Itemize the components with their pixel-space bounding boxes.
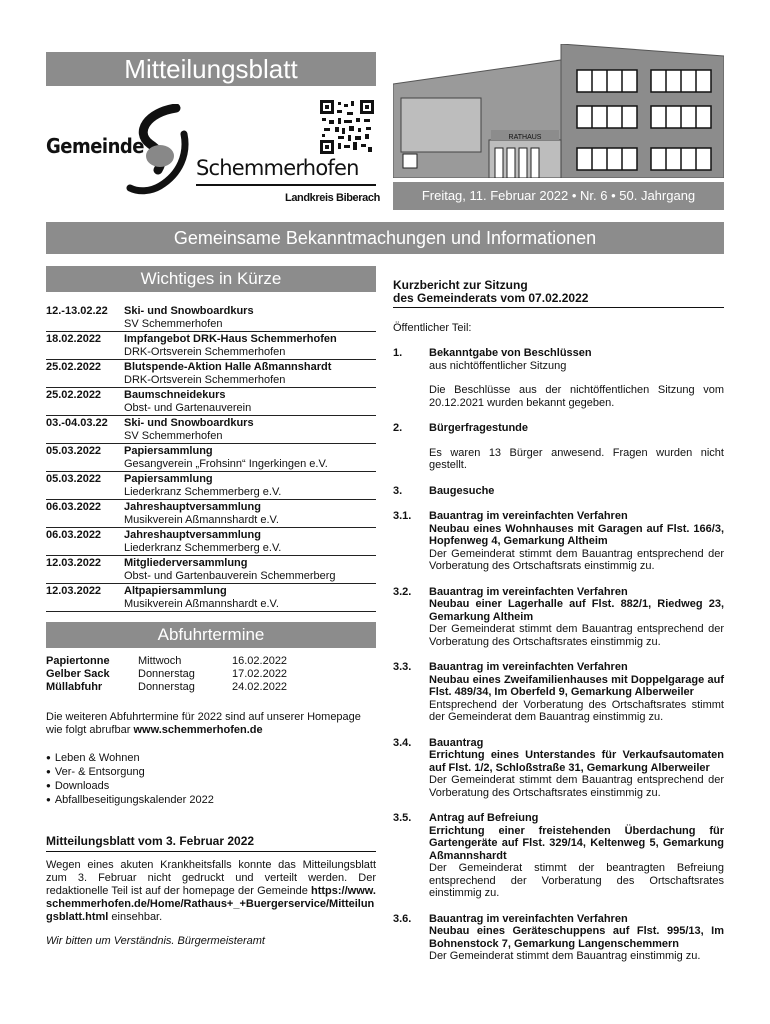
issue-info: Freitag, 11. Februar 2022 • Nr. 6 • 50. Jahrgang: [393, 182, 724, 210]
item-text: Der Gemeinderat stimmt dem Bauantrag einstimmig zu.: [429, 950, 701, 962]
item-heading: Baugesuche: [429, 484, 495, 497]
homepage-link-item[interactable]: ● Downloads: [46, 779, 376, 793]
event-organizer: Musikverein Aßmannshardt e.V.: [124, 598, 279, 610]
abfuhr-date: 17.02.2022: [232, 668, 288, 680]
masthead-title: Mitteilungsblatt: [46, 52, 376, 86]
event-date: 25.02.2022: [46, 361, 102, 373]
homepage-link-item[interactable]: ● Leben & Wohnen: [46, 751, 376, 765]
item-subject: Neubau einer Lagerhalle auf Flst. 882/1, Riedweg 23, Gemarkung Altheim: [429, 598, 724, 623]
notice-url-link[interactable]: https://www.schemmerhofen.de/Home/Rathaus+_+Buergerservice/Mitteilungsblatt.html: [46, 885, 376, 923]
report-heading-1: Kurzbericht zur Sitzung: [393, 278, 528, 292]
abfuhr-title: Abfuhrtermine: [46, 622, 376, 648]
logo-landkreis: Landkreis Biberach: [285, 192, 380, 204]
event-title: Mitgliederversammlung: [124, 557, 248, 569]
abfuhr-type: Gelber Sack: [46, 668, 110, 680]
event-date: 03.-04.03.22: [46, 417, 108, 429]
report-item: [393, 422, 724, 472]
logo-ortsname: Schemmerhofen: [196, 156, 359, 180]
event-row: [46, 416, 376, 444]
section-title: Gemeinsame Bekanntmachungen und Informationen: [46, 222, 724, 254]
item-subject: Neubau eines Zweifamilienhauses mit Doppelgarage auf Flst. 489/34, Im Oberfeld 9, Gemarkung Alberweiler: [429, 673, 724, 698]
item-number: 1.: [393, 347, 403, 359]
event-title: Jahreshauptversammlung: [124, 501, 261, 513]
logo-divider: [196, 184, 376, 186]
item-number: 3.: [393, 484, 403, 497]
abfuhr-day: Donnerstag: [138, 681, 195, 693]
event-organizer: DRK-Ortsverein Schemmerhofen: [124, 346, 286, 358]
item-heading: Bauantrag im vereinfachten Verfahren: [429, 912, 628, 925]
event-date: 05.03.2022: [46, 473, 102, 485]
report-heading-2: des Gemeinderats vom 07.02.2022: [393, 292, 724, 308]
event-organizer: Gesangverein „Frohsinn“ Ingerkingen e.V.: [124, 458, 328, 470]
report-item: [393, 661, 724, 724]
event-date: 12.03.2022: [46, 557, 102, 569]
report-item: [393, 485, 724, 498]
report-item: [393, 586, 724, 649]
event-organizer: Musikverein Aßmannshardt e.V.: [124, 514, 279, 526]
report-public-label: Öffentlicher Teil:: [393, 322, 472, 334]
abfuhr-day: Donnerstag: [138, 668, 195, 680]
event-row: [46, 556, 376, 584]
wichtiges-title: Wichtiges in Kürze: [46, 266, 376, 292]
item-heading: Bauantrag im vereinfachten Verfahren: [429, 661, 628, 673]
abfuhr-text: Die weiteren Abfuhrtermine für 2022 sind auf unserer Homepage wie folgt abrufbar www.schemmerhofen.de: [46, 711, 361, 736]
item-text: aus nichtöffentlicher Sitzung: [429, 359, 567, 372]
event-organizer: Obst- und Gartenbauverein Schemmerberg: [124, 570, 336, 582]
event-organizer: DRK-Ortsverein Schemmerhofen: [124, 374, 286, 386]
homepage-link[interactable]: www.schemmerhofen.de: [133, 724, 263, 736]
report-items: [393, 347, 724, 963]
event-title: Baumschneidekurs: [124, 389, 226, 401]
event-title: Jahreshauptversammlung: [124, 529, 261, 541]
abfuhr-day: Mittwoch: [138, 655, 182, 667]
item-heading: Antrag auf Befreiung: [429, 812, 539, 824]
item-text: Entsprechend der Vorberatung des Ortschaftsrates stimmt der Gemeinderat dem Bauantrag einstimmig zu.: [429, 698, 724, 723]
event-title: Ski- und Snowboardkurs: [124, 417, 254, 429]
rathaus-sign: RATHAUS: [508, 134, 542, 141]
link-list: [46, 751, 376, 807]
event-title: Papiersammlung: [124, 473, 213, 485]
homepage-link-item[interactable]: ● Ver- & Entsorgung: [46, 765, 376, 779]
item-subject: Errichtung einer freistehenden Überdachung für Gartengeräte auf Flst. 329/14, Keltenweg 5, Gemarkung Aßmannshardt: [429, 824, 724, 862]
event-date: 12.-13.02.22: [46, 305, 108, 317]
report-item: [393, 737, 724, 800]
abfuhr-table: [46, 655, 376, 694]
item-text: Der Gemeinderat stimmt dem Bauantrag entsprechend der Vorberatung des Ortschaftsrates einstimmig zu.: [429, 623, 724, 648]
event-row: [46, 304, 376, 332]
event-date: 06.03.2022: [46, 529, 102, 541]
event-row: [46, 500, 376, 528]
event-row: [46, 584, 376, 612]
event-organizer: Liederkranz Schemmerberg e.V.: [124, 486, 282, 498]
item-extra: Die Beschlüsse aus der nichtöffentlichen Sitzung vom 20.12.2021 wurden bekannt gegeben.: [429, 384, 724, 409]
event-row: [46, 444, 376, 472]
item-text: Der Gemeinderat stimmt dem Bauantrag entsprechend der Vorberatung des Ortschaftsrates einstimmig zu.: [429, 774, 724, 799]
item-heading: Bauantrag im vereinfachten Verfahren: [429, 585, 628, 598]
notice-signature: Wir bitten um Verständnis. Bürgermeisteramt: [46, 935, 265, 947]
abfuhr-date: 24.02.2022: [232, 681, 288, 693]
abfuhr-row: [46, 681, 376, 694]
item-number: 2.: [393, 422, 403, 434]
item-heading: Bauantrag im vereinfachten Verfahren: [429, 510, 628, 522]
report-item: [393, 812, 724, 900]
item-number: 3.5.: [393, 812, 412, 824]
qr-code[interactable]: [320, 100, 374, 154]
event-date: 12.03.2022: [46, 585, 102, 597]
report-item: [393, 510, 724, 573]
logo-gemeinde: Gemeinde: [46, 134, 144, 158]
event-date: 06.03.2022: [46, 501, 102, 513]
event-row: [46, 388, 376, 416]
report-item: [393, 347, 724, 409]
notice-text: Wegen eines akuten Krankheitsfalls konnte das Mitteilungsblatt zum 3. Februar nicht gedruckt und verteilt werden. Der redaktionelle Teil ist auf der homepage der Gemeinde https://www.schemmerhofen.de/Home/Rathaus+_+Buergerservice/Mitteilungsblatt.html einsehbar.: [46, 859, 376, 923]
abfuhr-type: Papiertonne: [46, 655, 110, 667]
event-row: [46, 332, 376, 360]
event-row: [46, 472, 376, 500]
item-number: 3.4.: [393, 736, 412, 749]
sitzung-report: [393, 279, 724, 976]
item-number: 3.3.: [393, 661, 412, 673]
item-number: 3.2.: [393, 585, 412, 598]
event-organizer: SV Schemmerhofen: [124, 430, 223, 442]
event-organizer: SV Schemmerhofen: [124, 318, 223, 330]
event-title: Altpapiersammlung: [124, 585, 227, 597]
event-date: 25.02.2022: [46, 389, 102, 401]
event-title: Ski- und Snowboardkurs: [124, 305, 254, 317]
abfuhr-date: 16.02.2022: [232, 655, 288, 667]
item-extra: Es waren 13 Bürger anwesend. Fragen wurden nicht gestellt.: [429, 446, 724, 471]
event-row: [46, 360, 376, 388]
abfuhr-row: [46, 655, 376, 668]
item-subject: Neubau eines Wohnhauses mit Garagen auf Flst. 166/3, Hopfenweg 4, Gemarkung Altheim: [429, 522, 724, 547]
event-list: [46, 304, 376, 612]
event-title: Impfangebot DRK-Haus Schemmerhofen: [124, 333, 337, 345]
event-organizer: Liederkranz Schemmerberg e.V.: [124, 542, 282, 554]
item-text: Der Gemeinderat stimmt dem Bauantrag entsprechend der Vorberatung des Ortschaftsrats einstimmig zu.: [429, 547, 724, 572]
event-title: Papiersammlung: [124, 445, 213, 457]
item-number: 3.6.: [393, 912, 412, 925]
report-item: [393, 913, 724, 963]
event-organizer: Obst- und Gartenauverein: [124, 402, 252, 414]
item-heading: Bauantrag: [429, 736, 484, 749]
item-heading: Bekanntgabe von Beschlüssen: [429, 347, 592, 359]
event-date: 18.02.2022: [46, 333, 102, 345]
item-subject: Neubau eines Geräteschuppens auf Flst. 995/13, Im Bohnenstock 7, Gemarkung Langenschemmern: [429, 925, 724, 950]
item-number: 3.1.: [393, 510, 412, 522]
event-row: [46, 528, 376, 556]
item-subject: Errichtung eines Unterstandes für Verkaufsautomaten auf Flst. 1/2, Schloßstraße 31, Gemarkung Alberweiler: [429, 749, 724, 774]
homepage-link-item[interactable]: ● Abfallbeseitigungskalender 2022: [46, 793, 376, 807]
rathaus-illustration: [393, 44, 724, 178]
event-date: 05.03.2022: [46, 445, 102, 457]
abfuhr-row: [46, 668, 376, 681]
notice-title: Mitteilungsblatt vom 3. Februar 2022: [46, 835, 376, 852]
item-text: Der Gemeinderat stimmt der beantragten Befreiung entsprechend der Vorberatung des Ortschaftsrates einstimmig zu.: [429, 862, 724, 899]
item-heading: Bürgerfragestunde: [429, 422, 529, 434]
event-title: Blutspende-Aktion Halle Aßmannshardt: [124, 361, 332, 373]
abfuhr-type: Müllabfuhr: [46, 681, 103, 693]
